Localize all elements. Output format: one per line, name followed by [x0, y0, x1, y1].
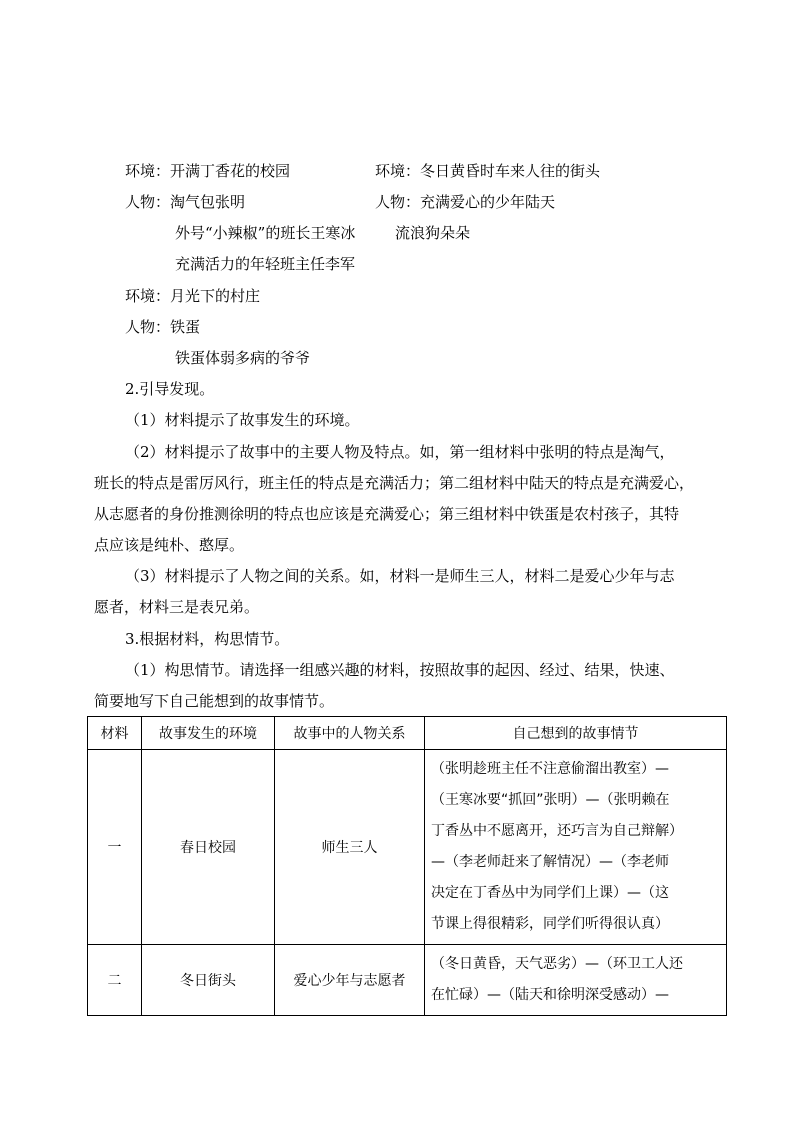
para-2-line-1: （2）材料提示了故事中的主要人物及特点。如，第一组材料中张明的特点是淘气， [125, 443, 675, 461]
plot-line: （张明趁班主任不注意偷溜出教室）— [431, 761, 669, 777]
plot-line: 丁香丛中不愿离开，还巧言为自己辩解） [431, 823, 683, 839]
plot-table [87, 716, 727, 1016]
para-2-line-4: 点应该是纯朴、憨厚。 [94, 536, 245, 554]
row-plot [425, 945, 727, 1016]
plot-line: —（李老师赶来了解情况）—（李老师 [431, 854, 669, 870]
table-row [88, 750, 727, 945]
para-3-line-1: （3）材料提示了人物之间的关系。如，材料一是师生三人，材料二是爱心少年与志 [125, 567, 675, 585]
table-row [88, 945, 727, 1016]
header-relationship: 故事中的人物关系 [275, 717, 425, 750]
people-line-1: 人物：淘气包张明 [125, 193, 246, 211]
section-3-heading: 3.根据材料，构思情节。 [125, 630, 290, 648]
header-plot: 自己想到的故事情节 [425, 717, 727, 750]
people-line-1b: 外号“小辣椒”的班长王寒冰 [175, 224, 356, 242]
env-line-2: 环境：冬日黄昏时车来人往的街头 [375, 162, 601, 180]
people-line-2: 人物：充满爱心的少年陆天 [375, 193, 556, 211]
row-relationship: 师生三人 [275, 750, 425, 945]
row-relationship: 爱心少年与志愿者 [275, 945, 425, 1016]
row-environment: 春日校园 [142, 750, 275, 945]
row-number: 一 [88, 750, 142, 945]
people-line-1c: 充满活力的年轻班主任李军 [175, 255, 356, 273]
para-4-line-2: 简要地写下自己能想到的故事情节。 [94, 692, 335, 710]
header-material: 材料 [88, 717, 142, 750]
row-plot [425, 750, 727, 945]
para-2-line-2: 班长的特点是雷厉风行，班主任的特点是充满活力；第二组材料中陆天的特点是充满爱心， [94, 474, 695, 492]
para-1: （1）材料提示了故事发生的环境。 [125, 411, 360, 429]
people-line-3b: 铁蛋体弱多病的爷爷 [175, 349, 311, 367]
plot-line: 决定在丁香丛中为同学们上课）—（这 [431, 885, 669, 901]
para-4-line-1: （1）构思情节。请选择一组感兴趣的材料，按照故事的起因、经过、结果，快速、 [125, 661, 675, 679]
plot-line: 节课上得很精彩，同学们听得很认真） [431, 916, 669, 932]
para-2-line-3: 从志愿者的身份推测徐明的特点也应该是充满爱心；第三组材料中铁蛋是农村孩子，其特 [94, 505, 680, 523]
header-environment: 故事发生的环境 [142, 717, 275, 750]
people-line-2b: 流浪狗朵朵 [395, 224, 471, 242]
plot-line: （王寒冰要“抓回”张明）—（张明赖在 [431, 792, 670, 808]
env-line-1: 环境：开满丁香花的校园 [125, 162, 291, 180]
row-environment: 冬日街头 [142, 945, 275, 1016]
plot-line: （冬日黄昏，天气恶劣）—（环卫工人还 [431, 956, 683, 972]
table-header-row [88, 717, 727, 750]
env-line-3: 环境：月光下的村庄 [125, 287, 261, 305]
plot-line: 在忙碌）—（陆天和徐明深受感动）— [431, 987, 669, 1003]
section-2-heading: 2.引导发现。 [125, 380, 215, 398]
para-3-line-2: 愿者，材料三是表兄弟。 [94, 598, 260, 616]
people-line-3: 人物：铁蛋 [125, 318, 201, 336]
row-number: 二 [88, 945, 142, 1016]
